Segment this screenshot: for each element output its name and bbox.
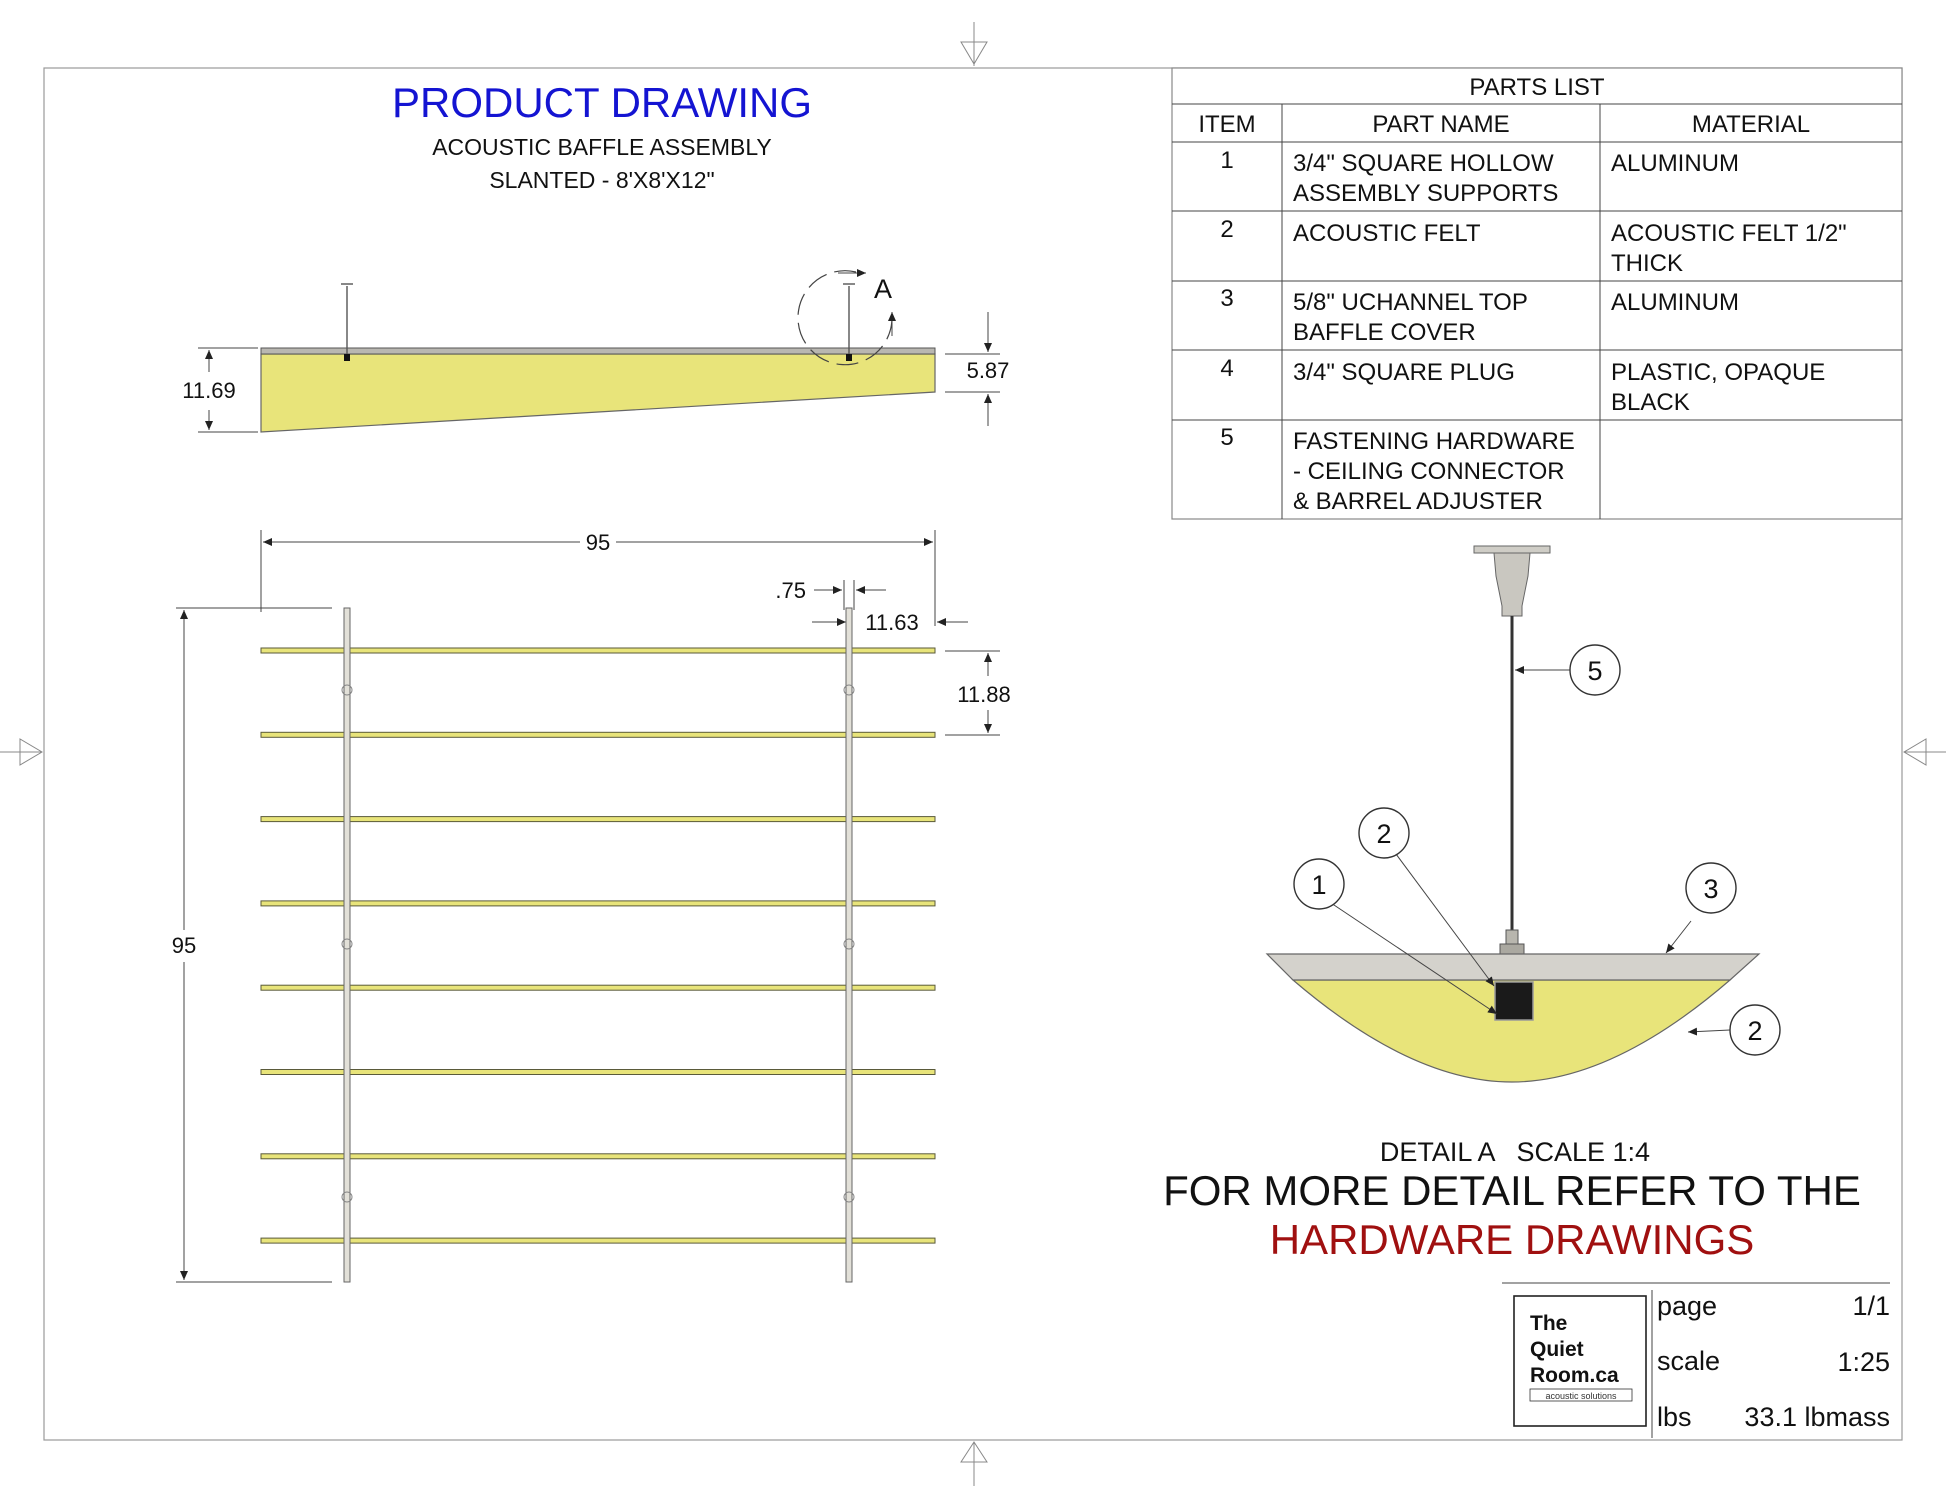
title-block: [1502, 1283, 1890, 1438]
page-label: page: [1657, 1291, 1718, 1321]
support-rail-right: [846, 608, 852, 1282]
baffle-row-8: [261, 1238, 935, 1243]
parts-row-2-item: 2: [1220, 216, 1234, 243]
lbs-value: 33.1 lbmass: [1744, 1402, 1890, 1432]
logo-line-1: The: [1530, 1312, 1568, 1335]
detail-a-view: [1267, 546, 1780, 1167]
drawing-subtitle-2: SLANTED - 8'X8'X12": [489, 167, 715, 193]
baffle-row-1: [261, 648, 935, 653]
baffle-row-4: [261, 901, 935, 906]
parts-row-1-name-1: 3/4" SQUARE HOLLOW: [1293, 150, 1554, 177]
ceiling-plate: [1474, 546, 1550, 553]
parts-row-2-material-1: ACOUSTIC FELT 1/2": [1611, 220, 1847, 247]
top-view: [172, 530, 1011, 1282]
balloon-5: [1570, 645, 1620, 695]
svg-text:2: 2: [1747, 1016, 1763, 1046]
detail-callout-label: A: [874, 274, 893, 304]
drawing-subtitle-1: ACOUSTIC BAFFLE ASSEMBLY: [432, 134, 772, 160]
detail-cover: [1267, 954, 1759, 980]
parts-row-3-name-1: 5/8" UCHANNEL TOP: [1293, 289, 1528, 316]
logo-line-3: Room.ca: [1530, 1364, 1619, 1387]
svg-text:2: 2: [1376, 819, 1392, 849]
baffle-row-2: [261, 732, 935, 737]
dim-support-offset: 11.63: [865, 610, 919, 635]
detail-square-tube: [1495, 982, 1533, 1020]
parts-row-4-item: 4: [1220, 355, 1234, 382]
side-hangers: [341, 284, 855, 356]
dim-left-height: 11.69: [182, 378, 236, 403]
parts-row-2-name-1: ACOUSTIC FELT: [1293, 220, 1481, 247]
parts-row-3-name-2: BAFFLE COVER: [1293, 319, 1476, 346]
parts-list-title: PARTS LIST: [1469, 74, 1605, 101]
parts-row-3-material-1: ALUMINUM: [1611, 289, 1740, 316]
balloon-1: [1294, 859, 1344, 909]
svg-text:5: 5: [1587, 656, 1603, 686]
parts-row-3-item: 3: [1220, 285, 1234, 312]
parts-col-name: PART NAME: [1372, 111, 1510, 138]
notice-line-1: FOR MORE DETAIL REFER TO THE: [1163, 1167, 1861, 1214]
parts-row-5-item: 5: [1220, 424, 1234, 451]
scale-label: scale: [1657, 1346, 1721, 1376]
dim-baffle-spacing: 11.88: [957, 682, 1011, 707]
baffle-rows: [261, 648, 935, 1243]
balloon-3: [1686, 863, 1736, 913]
parts-row-4-material-2: BLACK: [1611, 389, 1690, 416]
parts-row-5-name-2: - CEILING CONNECTOR: [1293, 458, 1565, 485]
svg-text:1: 1: [1311, 870, 1327, 900]
logo-line-2: Quiet: [1530, 1338, 1584, 1361]
baffle-row-5: [261, 985, 935, 990]
parts-row-4-material-1: PLASTIC, OPAQUE: [1611, 359, 1826, 386]
dim-support-width: .75: [775, 578, 806, 603]
parts-row-5-name-3: & BARREL ADJUSTER: [1293, 488, 1543, 515]
parts-col-material: MATERIAL: [1691, 111, 1811, 138]
side-view: [182, 271, 1009, 432]
parts-row-4-name-1: 3/4" SQUARE PLUG: [1293, 359, 1515, 386]
notice-line-2: HARDWARE DRAWINGS: [1269, 1216, 1755, 1263]
parts-col-item: ITEM: [1198, 111, 1256, 138]
parts-row-1-name-2: ASSEMBLY SUPPORTS: [1293, 180, 1559, 207]
ceiling-connector: [1494, 553, 1530, 616]
dim-right-height: 5.87: [966, 358, 1010, 383]
dim-overall-width: 95: [585, 530, 611, 555]
parts-row-1-item: 1: [1220, 147, 1234, 174]
support-rail-left: [344, 608, 350, 1282]
parts-row-2-material-2: THICK: [1611, 250, 1683, 277]
side-cover: [261, 348, 935, 354]
baffle-row-7: [261, 1154, 935, 1159]
parts-list: [1172, 68, 1902, 519]
scale-value: 1:25: [1837, 1347, 1890, 1377]
balloon-2-upper: [1359, 808, 1409, 858]
parts-row-1-material-1: ALUMINUM: [1611, 150, 1740, 177]
svg-text:3: 3: [1703, 874, 1719, 904]
lbs-label: lbs: [1657, 1402, 1692, 1432]
page-value: 1/1: [1852, 1291, 1890, 1321]
baffle-row-3: [261, 817, 935, 822]
drawing-title: PRODUCT DRAWING: [392, 79, 812, 126]
hanger-points: [342, 685, 854, 1202]
parts-row-5-name-1: FASTENING HARDWARE: [1293, 428, 1575, 455]
dim-overall-height: 95: [171, 933, 197, 958]
side-felt: [261, 354, 935, 432]
baffle-row-6: [261, 1070, 935, 1075]
detail-caption: DETAIL A SCALE 1:4: [1379, 1137, 1651, 1167]
logo-tagline: acoustic solutions: [1545, 1391, 1617, 1401]
balloon-2-lower: [1730, 1005, 1780, 1055]
